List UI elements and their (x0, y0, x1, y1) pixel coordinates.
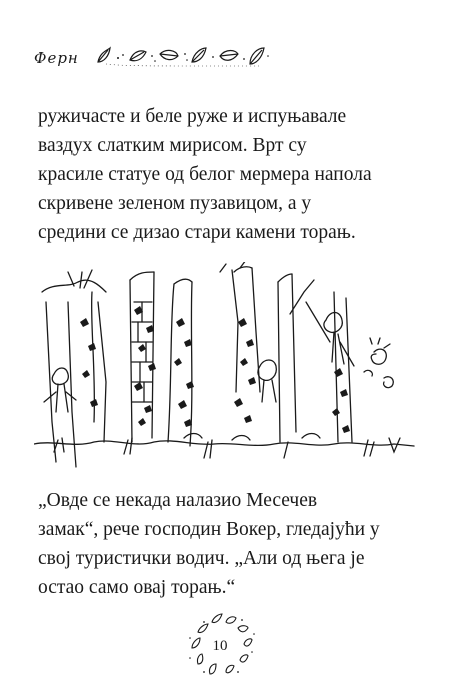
text-line: средини се дизао стари камени торањ. (38, 222, 356, 243)
page-folio (180, 612, 260, 680)
text-line: скривене зеленом пузавицом, а у (38, 193, 312, 214)
paragraph-1 (38, 102, 418, 247)
text-line: ружичасте и беле руже и испуњавале (38, 106, 347, 127)
text-line: ваздух слатким мирисом. Врт су (38, 135, 307, 156)
text-line: остао само овај торањ.“ (38, 577, 236, 598)
forest-tower-ivy-illustration (34, 262, 416, 480)
text-line: красиле статуе од белог мермера напола (38, 164, 372, 185)
running-header (34, 44, 274, 70)
running-title: Ферн (34, 49, 79, 67)
text-line: „Овде се некада налазио Месечев (38, 490, 318, 511)
leaf-vine-ornament-icon (92, 44, 272, 70)
paragraph-2 (38, 486, 418, 602)
text-line: замак“, рече господин Вокер, гледајући у (38, 519, 380, 540)
page-number: 10 (212, 638, 228, 654)
text-line: свој туристички водич. „Али од њега је (38, 548, 365, 569)
